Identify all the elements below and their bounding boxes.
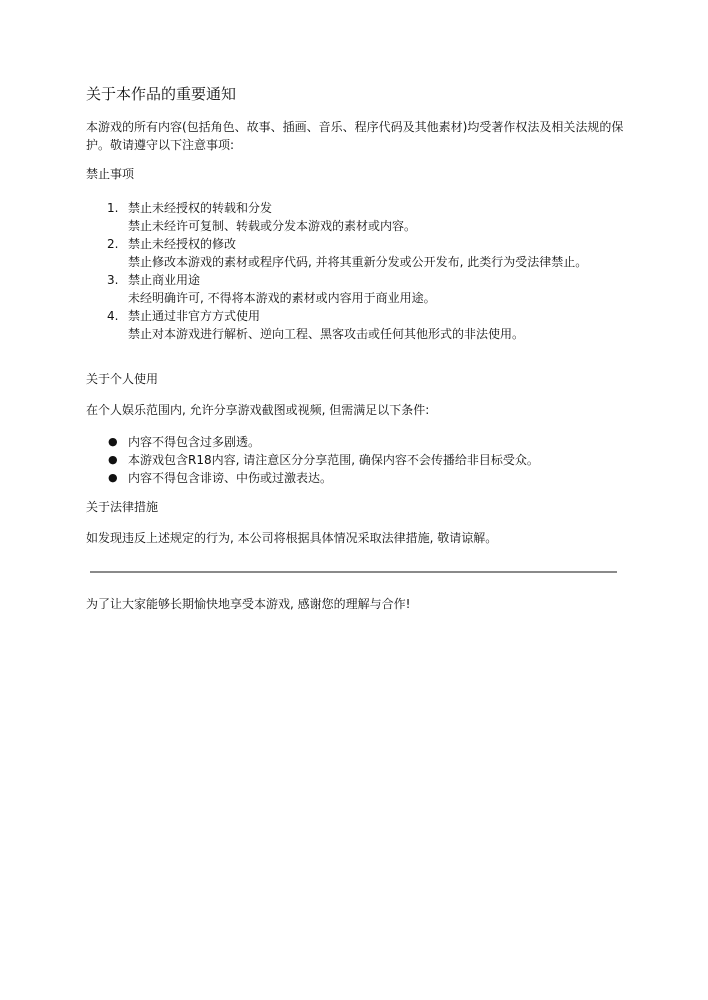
item-description: 未经明确许可, 不得将本游戏的素材或内容用于商业用途。 [128,291,436,305]
prohibited-item [86,199,626,235]
closing-paragraph: 为了让大家能够长期愉快地享受本游戏, 感谢您的理解与合作! [86,597,411,611]
item-number: 1. [107,201,119,215]
horizontal-divider [90,571,617,573]
prohibited-item [86,235,626,271]
personal-use-paragraph: 在个人娱乐范围内, 允许分享游戏截图或视频, 但需满足以下条件: [86,403,430,417]
prohibited-heading: 禁止事项 [86,167,135,181]
bullet-icon: ● [108,453,118,466]
item-description: 禁止对本游戏进行解析、逆向工程、黑客攻击或任何其他形式的非法使用。 [128,327,525,341]
legal-paragraph: 如发现违反上述规定的行为, 本公司将根据具体情况采取法律措施, 敬请谅解。 [86,531,498,545]
item-description: 禁止修改本游戏的素材或程序代码, 并将其重新分发或公开发布, 此类行为受法律禁止。 [128,255,588,269]
item-number: 2. [107,237,119,251]
item-title: 禁止通过非官方方式使用 [128,309,261,323]
condition-item [86,451,626,469]
condition-item [86,469,626,487]
item-title: 禁止未经授权的转载和分发 [128,201,273,215]
conditions-list [86,433,626,487]
item-description: 禁止未经许可复制、转载或分发本游戏的素材或内容。 [128,219,417,233]
personal-use-heading: 关于个人使用 [86,372,159,386]
prohibited-list [86,199,626,343]
legal-heading: 关于法律措施 [86,500,159,514]
condition-text: 本游戏包含R18内容, 请注意区分分享范围, 确保内容不会传播给非目标受众。 [128,453,539,467]
item-number: 4. [107,309,119,323]
item-title: 禁止商业用途 [128,273,201,287]
item-number: 3. [107,273,119,287]
condition-text: 内容不得包含过多剧透。 [128,435,261,449]
condition-text: 内容不得包含诽谤、中伤或过激表达。 [128,471,333,485]
item-title: 禁止未经授权的修改 [128,237,237,251]
bullet-icon: ● [108,435,118,448]
prohibited-item [86,271,626,307]
condition-item [86,433,626,451]
document-title: 关于本作品的重要通知 [86,85,237,103]
prohibited-item [86,307,626,343]
bullet-icon: ● [108,471,118,484]
intro-paragraph: 本游戏的所有内容(包括角色、故事、插画、音乐、程序代码及其他素材)均受著作权法及相关法规的保护。敬请遵守以下注意事项: [86,120,624,152]
